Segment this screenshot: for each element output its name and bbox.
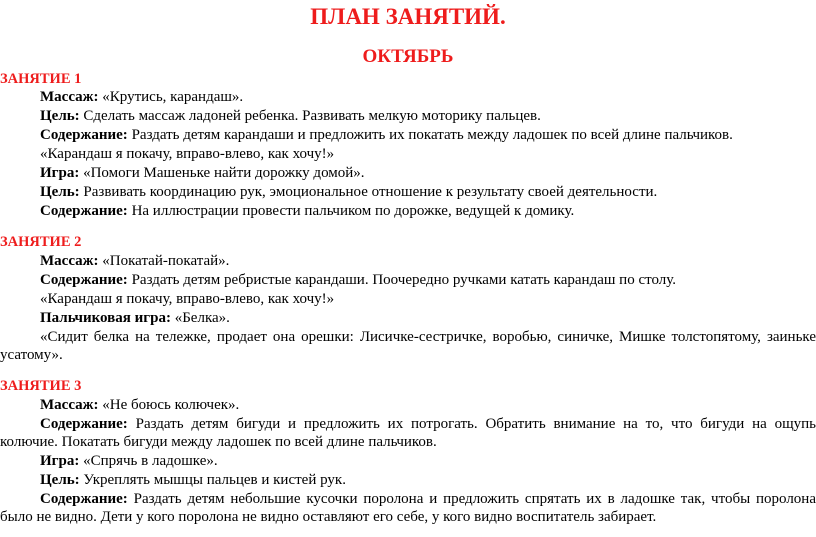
goal-text: Сделать массаж ладоней ребенка. Развивать мелкую моторику пальцев.: [79, 108, 541, 124]
game-text: «Спрячь в ладошке».: [79, 453, 218, 469]
content-label: Содержание:: [40, 203, 128, 219]
content-text: Раздать детям небольшие кусочки поролона и предложить спрятать их в ладошке так, чтобы поролона было не видно. Дети у кого поролона не видно оставляют его себе, у кого видно воспитатель забирает.: [0, 491, 816, 525]
lesson-3-content: [0, 415, 816, 451]
lesson-2-massage: [40, 252, 229, 270]
content-label: Содержание:: [40, 127, 128, 143]
lesson-2-heading: ЗАНЯТИЕ 2: [0, 234, 82, 250]
game-label: Игра:: [40, 165, 80, 181]
massage-text: «Крутись, карандаш».: [98, 89, 244, 105]
lesson-3-heading: ЗАНЯТИЕ 3: [0, 378, 82, 394]
content-text: На иллюстрации провести пальчиком по дорожке, ведущей к домику.: [127, 203, 575, 219]
content-text: Раздать детям карандаши и предложить их покатать между ладошек по всей длине пальчиков.: [127, 127, 733, 143]
massage-text: «Не боюсь колючек».: [98, 397, 240, 413]
lesson-1-game: [40, 164, 365, 182]
lesson-1-heading: ЗАНЯТИЕ 1: [0, 71, 82, 87]
game-label: Игра:: [40, 453, 80, 469]
page-title: ПЛАН ЗАНЯТИЙ.: [310, 4, 506, 29]
lesson-1-massage: [40, 88, 243, 106]
content-text: Раздать детям бигуди и предложить их потрогать. Обратить внимание на то, что бигуди на ощупь колючие. Покатать бигуди между ладошек по всей длине пальчиков.: [0, 416, 816, 450]
lesson-3-content-2: [0, 490, 816, 526]
massage-label: Массаж:: [40, 253, 99, 269]
massage-text: «Покатай-покатай».: [98, 253, 230, 269]
finger-game-text: «Белка».: [170, 310, 230, 326]
goal-label: Цель:: [40, 472, 80, 488]
content-text: Раздать детям ребристые карандаши. Поочередно ручками катать карандаш по столу.: [127, 272, 676, 288]
lesson-1-content: [40, 126, 733, 144]
content-label: Содержание:: [40, 491, 128, 507]
lesson-1-content-2: [40, 202, 574, 220]
content-label: Содержание:: [40, 416, 128, 432]
content-label: Содержание:: [40, 272, 128, 288]
lesson-3-game: [40, 452, 218, 470]
goal-text: Развивать координацию рук, эмоциональное отношение к результату своей деятельности.: [79, 184, 658, 200]
lesson-2-finger-game: [40, 309, 230, 327]
lesson-2-rhyme: «Карандаш я покачу, вправо-влево, как хочу!»: [40, 291, 335, 307]
lesson-2-content: [40, 271, 676, 289]
lesson-3-massage: [40, 396, 239, 414]
lesson-1-rhyme: «Карандаш я покачу, вправо-влево, как хочу!»: [40, 146, 335, 162]
lesson-3-goal: [40, 471, 346, 489]
lesson-1-goal-2: [40, 183, 657, 201]
massage-label: Массаж:: [40, 397, 99, 413]
game-text: «Помоги Машеньке найти дорожку домой».: [79, 165, 365, 181]
lesson-1-goal: [40, 107, 541, 125]
month-heading: ОКТЯБРЬ: [362, 46, 454, 67]
goal-text: Укреплять мышцы пальцев и кистей рук.: [79, 472, 346, 488]
lesson-2-poem: «Сидит белка на тележке, продает она орешки: Лисичке-сестричке, воробью, синичке, Мишке толстопятому, заиньке усатому».: [0, 329, 816, 363]
finger-game-label: Пальчиковая игра:: [40, 310, 171, 326]
goal-label: Цель:: [40, 108, 80, 124]
massage-label: Массаж:: [40, 89, 99, 105]
goal-label: Цель:: [40, 184, 80, 200]
